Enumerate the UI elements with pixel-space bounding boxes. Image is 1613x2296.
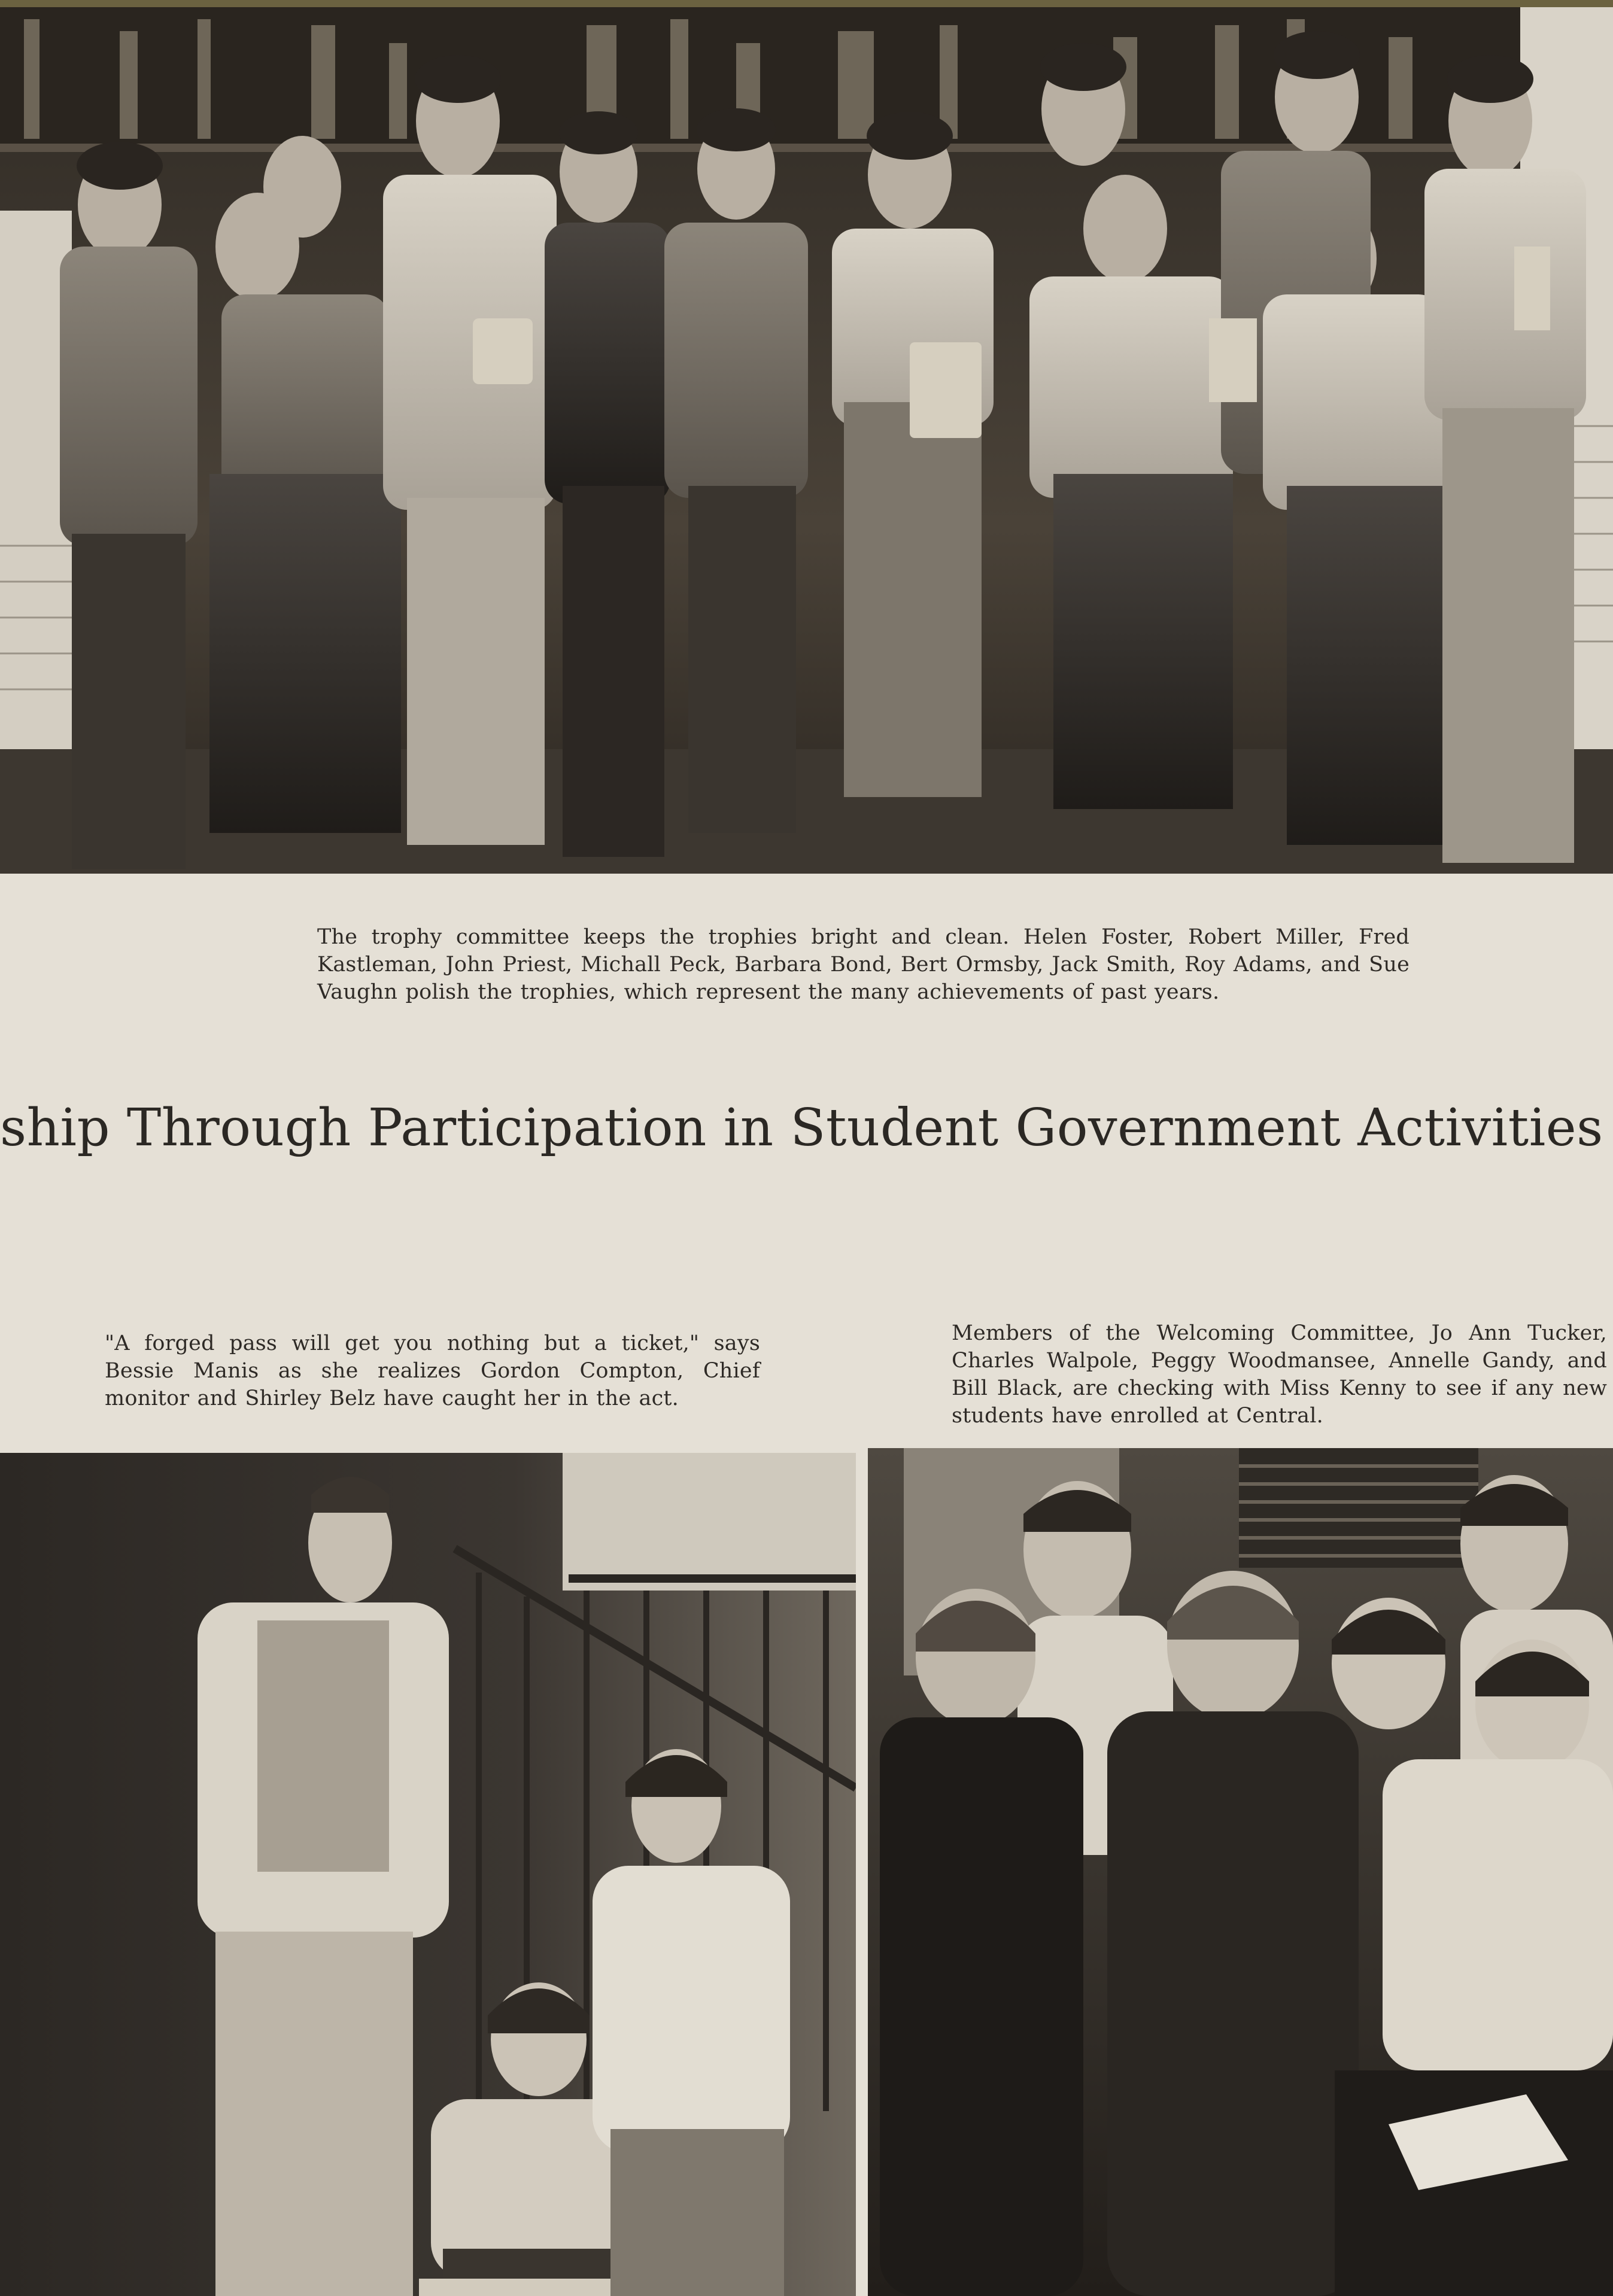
welcoming-committee-caption: Members of the Welcoming Committee, Jo Ann Tucker, Charles Walpole, Peggy Woodmansee, Annelle Gandy, and Bill Black, are checking with Miss Kenny to see if any new students have enrolled at Central. xyxy=(952,1321,1607,1428)
forged-pass-photo xyxy=(0,1453,856,2296)
welcoming-committee-photo-image xyxy=(868,1448,1613,2296)
welcoming-committee-photo xyxy=(868,1448,1613,2296)
trophy-committee-photo xyxy=(0,7,1613,874)
trophy-committee-caption: The trophy committee keeps the trophies bright and clean. Helen Foster, Robert Miller, Fred Kastleman, John Priest, Michall Peck, Barbara Bond, Bert Ormsby, Jack Smith, Roy Adams, and Sue Vaughn polish the trophies, which represent the many achievements of past years. xyxy=(317,925,1410,1004)
page-heading: ship Through Participation in Student Government Activities xyxy=(0,1098,1603,1158)
forged-pass-caption: "A forged pass will get you nothing but a ticket," says Bessie Manis as she realizes Gordon Compton, Chief monitor and Shirley Belz have caught her in the act. xyxy=(105,1331,760,1410)
trophy-committee-photo-image xyxy=(0,7,1613,874)
forged-pass-photo-image xyxy=(0,1453,856,2296)
